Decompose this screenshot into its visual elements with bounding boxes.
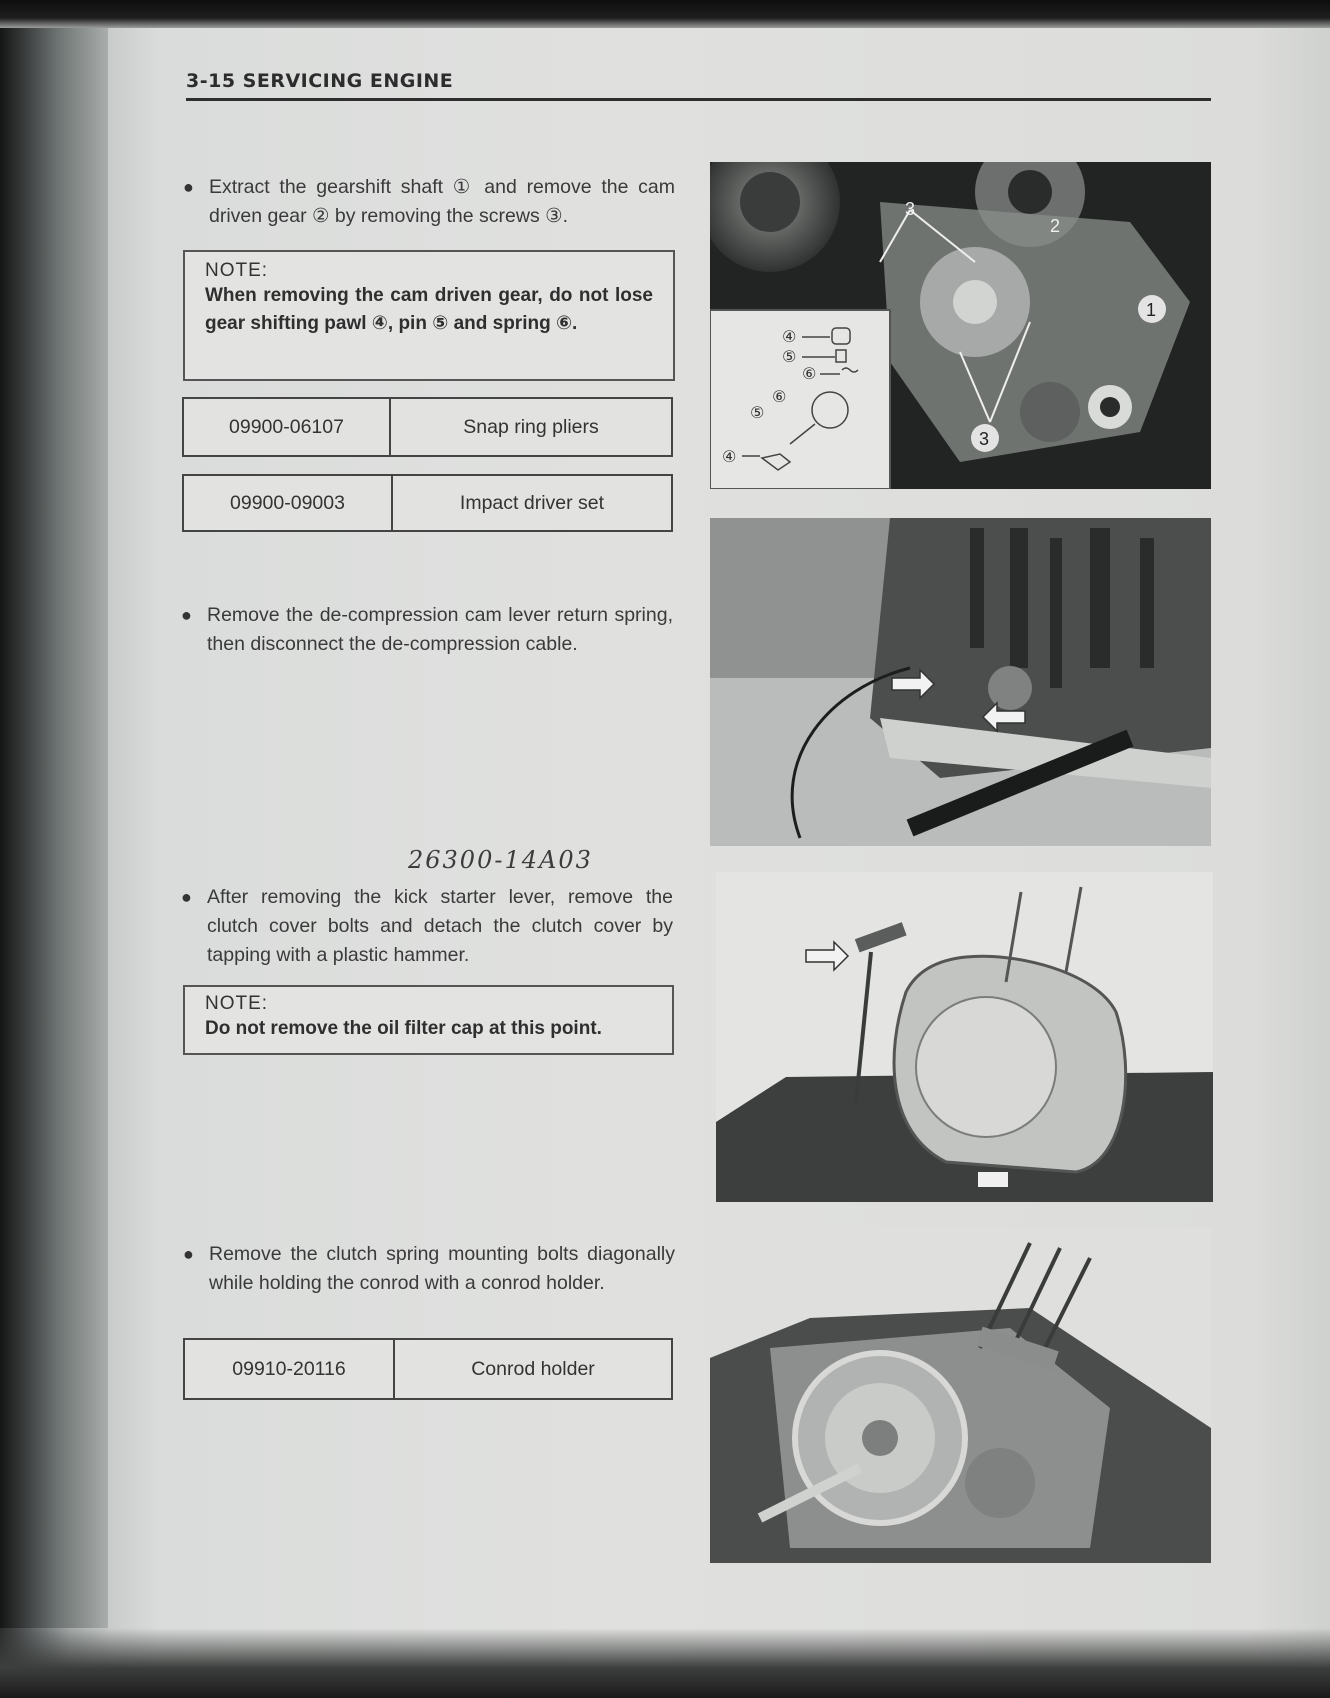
photo-gearshift-cam <box>710 162 1211 489</box>
inset-label-4b: ④ <box>722 447 737 466</box>
inset-label-5: ⑤ <box>782 347 797 366</box>
note-box-1 <box>183 250 675 381</box>
step-2-text: ● Remove the de-compression cam lever return spring, then disconnect the de-compression cable. <box>207 601 673 659</box>
inset-label-5b: ⑤ <box>750 403 765 422</box>
callout-2: 2 <box>1050 216 1061 236</box>
tool-table-row <box>183 1338 673 1400</box>
inset-label-6: ⑥ <box>802 364 817 383</box>
bullet-icon: ● <box>181 605 192 625</box>
callout-1: 1 <box>1146 300 1157 320</box>
note-title: NOTE: <box>205 260 269 281</box>
tool-number: 09910-20116 <box>185 1340 395 1398</box>
inset-parts-diagram <box>710 310 890 489</box>
scan-top-edge <box>0 0 1330 28</box>
bullet-icon: ● <box>183 1244 194 1264</box>
tool-table-row <box>182 474 673 532</box>
callout-3-bottom: 3 <box>979 429 990 449</box>
header-rule <box>186 98 1211 101</box>
step-1-text: ● Extract the gearshift shaft ① and remove the cam driven gear ② by removing the screws ③. <box>209 173 675 231</box>
note-body: Do not remove the oil filter cap at this point. <box>205 1018 602 1039</box>
photo-clutch-spring <box>710 1228 1211 1563</box>
tool-number: 09900-09003 <box>184 476 393 530</box>
page-header <box>186 70 1211 92</box>
tool-name: Snap ring pliers <box>463 415 599 438</box>
inset-label-4: ④ <box>782 327 797 346</box>
tool-name: Conrod holder <box>471 1357 595 1380</box>
photo-clutch-cover <box>716 872 1213 1202</box>
tool-name: Impact driver set <box>459 491 605 514</box>
tool-table-row <box>182 397 673 457</box>
note-body: When removing the cam driven gear, do not lose gear shifting pawl ④, pin ⑤ and spring ⑥. <box>205 285 653 334</box>
bullet-icon: ● <box>183 177 194 197</box>
tool-number: 09900-06107 <box>184 399 391 455</box>
step-4-text: ● Remove the clutch spring mounting bolts diagonally while holding the conrod with a conrod holder. <box>209 1240 675 1298</box>
step-3-text: ● After removing the kick starter lever, remove the clutch cover bolts and detach the clutch cover by tapping with a plastic hammer. <box>207 883 673 970</box>
scan-bottom-edge <box>0 1628 1330 1698</box>
note-title: NOTE: <box>205 993 269 1014</box>
book-spine-shadow <box>0 28 58 1628</box>
callout-3-top: 3 <box>905 199 916 219</box>
note-box-2 <box>183 985 674 1055</box>
inset-label-6b: ⑥ <box>772 387 787 406</box>
handwritten-part-number: 26300-14A03 <box>408 846 593 874</box>
book-spine-gradient <box>58 28 108 1628</box>
bullet-icon: ● <box>181 887 192 907</box>
photo-decompression-cable <box>710 518 1211 846</box>
page-title: 3-15 SERVICING ENGINE <box>186 70 454 92</box>
